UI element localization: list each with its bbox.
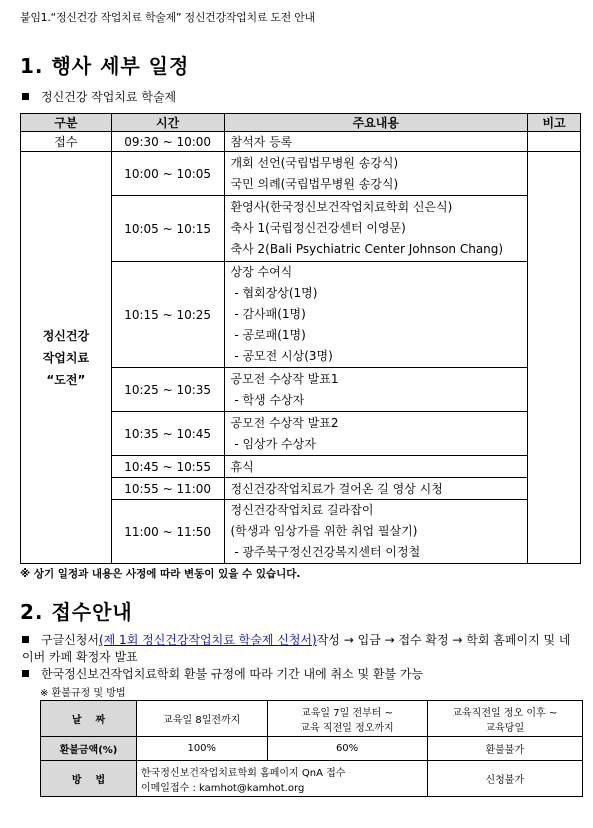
refund-amount-label: 환불금액(%) bbox=[41, 737, 137, 761]
category-cell: 접수 bbox=[21, 132, 112, 152]
remarks-cell bbox=[528, 152, 581, 564]
content-cell: 휴식 bbox=[224, 456, 528, 478]
time-cell: 10:25 ~ 10:35 bbox=[111, 368, 224, 412]
table-row bbox=[41, 761, 583, 797]
refund-cell: 신청불가 bbox=[427, 761, 582, 797]
section1-bullet: 정신건강 작업치료 학술제 bbox=[22, 88, 176, 105]
header-remarks: 비고 bbox=[528, 114, 581, 132]
attachment-title: 붙임1.“정신건강 작업치료 학술제” 정신건강작업치료 도전 안내 bbox=[20, 11, 315, 24]
schedule-note: ※ 상기 일정과 내용은 사정에 따라 변동이 있을 수 있습니다. bbox=[20, 568, 301, 580]
refund-cell: 교육일 8일전까지 bbox=[136, 701, 267, 737]
content-cell: 환영사(한국정신보건작업치료학회 신은식) 축사 1(국립정신건강센터 이영문) 축사 2(Bali Psychiatric Center Johnson Chang) bbox=[224, 196, 528, 262]
header-content: 주요내용 bbox=[224, 114, 528, 132]
square-bullet-icon bbox=[22, 636, 29, 643]
refund-method-cell: 한국정신보건작업치료학회 홈페이지 QnA 접수 이메일접수 : kamhot@kamhot.org bbox=[136, 761, 427, 797]
refund-table bbox=[40, 700, 583, 797]
content-cell: 상장 수여식 - 협회장상(1명) - 감사패(1명) - 공로패(1명) - 공모전 시상(3명) bbox=[224, 262, 528, 368]
schedule-table bbox=[20, 113, 581, 564]
time-cell: 10:15 ~ 10:25 bbox=[111, 262, 224, 368]
time-cell: 10:55 ~ 11:00 bbox=[111, 478, 224, 500]
refund-cell: 60% bbox=[267, 737, 427, 761]
section2-bullet-1: 구글신청서(제 1회 정신건강작업치료 학술제 신청서)작성 → 입금 → 접수 확정 → 학회 홈페이지 및 네이버 카페 확정자 발표 bbox=[22, 633, 571, 664]
content-cell: 정신건강작업치료가 걸어온 길 영상 시청 bbox=[224, 478, 528, 500]
content-cell: 공모전 수상작 발표2 - 임상가 수상자 bbox=[224, 412, 528, 456]
table-row bbox=[21, 152, 581, 196]
schedule-header-row bbox=[21, 114, 581, 132]
header-category: 구분 bbox=[21, 114, 112, 132]
time-cell: 10:00 ~ 10:05 bbox=[111, 152, 224, 196]
time-cell: 10:35 ~ 10:45 bbox=[111, 412, 224, 456]
refund-cell: 100% bbox=[136, 737, 267, 761]
square-bullet-icon bbox=[22, 93, 29, 100]
table-row bbox=[41, 737, 583, 761]
refund-cell: 교육직전일 정오 이후 ~ 교육당일 bbox=[427, 701, 582, 737]
time-cell: 10:05 ~ 10:15 bbox=[111, 196, 224, 262]
refund-caption: ※ 환불규정 및 방법 bbox=[40, 688, 126, 699]
section2-bullet-2: 한국정신보건작업치료학회 환불 규정에 따라 기간 내에 취소 및 환불 가능 bbox=[22, 666, 582, 683]
table-row bbox=[41, 701, 583, 737]
section1-heading: 1. 행사 세부 일정 bbox=[20, 54, 190, 78]
refund-cell: 교육일 7일 전부터 ~ 교육 직전일 정오까지 bbox=[267, 701, 427, 737]
time-cell: 09:30 ~ 10:00 bbox=[111, 132, 224, 152]
refund-method-label: 방 법 bbox=[41, 761, 137, 797]
content-cell: 정신건강작업치료 길라잡이 (학생과 임상가를 위한 취업 필살기) - 광주북구정신건강복지센터 이정철 bbox=[224, 500, 528, 564]
refund-date-label: 날 짜 bbox=[41, 701, 137, 737]
time-cell: 11:00 ~ 11:50 bbox=[111, 500, 224, 564]
refund-cell: 환불불가 bbox=[427, 737, 582, 761]
remarks-cell bbox=[528, 132, 581, 152]
content-cell: 공모전 수상작 발표1 - 학생 수상자 bbox=[224, 368, 528, 412]
content-cell: 개회 선언(국립법무병원 송강식) 국민 의례(국립법무병원 송강식) bbox=[224, 152, 528, 196]
group-category-cell: 정신건강 작업치료 “도전” bbox=[21, 152, 112, 564]
square-bullet-icon bbox=[22, 670, 29, 677]
application-form-link[interactable]: (제 1회 정신건강작업치료 학술제 신청서) bbox=[98, 633, 317, 647]
content-cell: 참석자 등록 bbox=[224, 132, 528, 152]
table-row bbox=[21, 132, 581, 152]
header-time: 시간 bbox=[111, 114, 224, 132]
time-cell: 10:45 ~ 10:55 bbox=[111, 456, 224, 478]
section2-heading: 2. 접수안내 bbox=[20, 600, 133, 624]
